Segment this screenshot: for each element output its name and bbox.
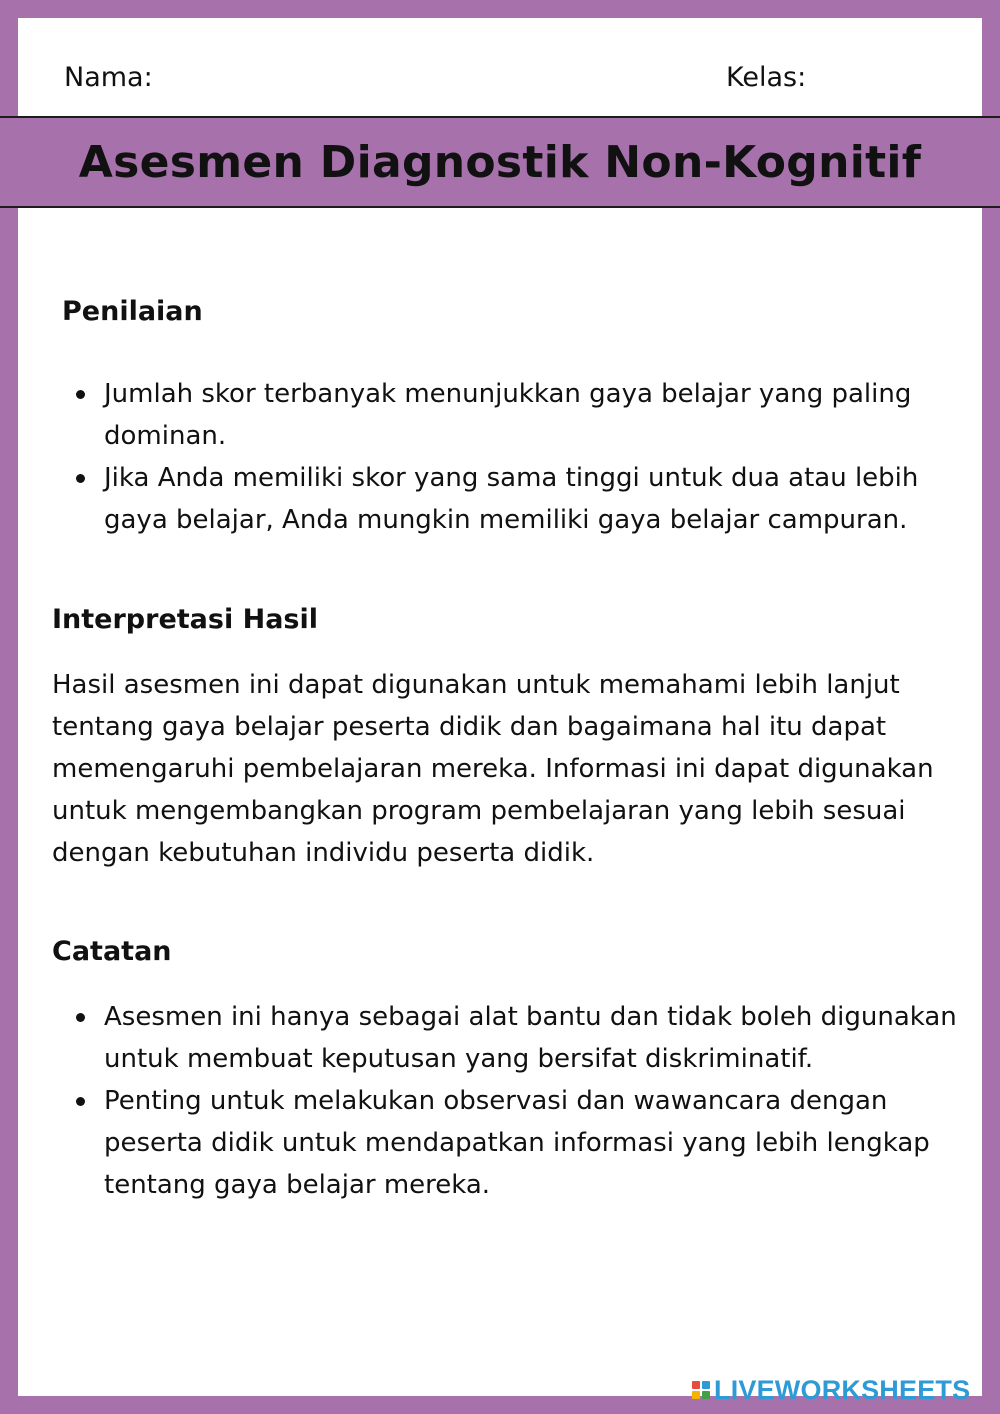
liveworksheets-logo[interactable] (692, 1374, 970, 1406)
liveworksheets-brand-text: LIVEWORKSHEETS (714, 1374, 971, 1405)
penilaian-list (52, 373, 957, 541)
page-title: Asesmen Diagnostik Non-Kognitif (78, 136, 922, 188)
catatan-list (52, 996, 957, 1206)
bullet-icon (76, 1013, 85, 1022)
bullet-icon (76, 390, 85, 399)
list-item-text: Jumlah skor terbanyak menunjukkan gaya belajar yang paling dominan. (104, 379, 912, 451)
section-heading-interpretasi: Interpretasi Hasil (52, 604, 319, 635)
list-item-text: Asesmen ini hanya sebagai alat bantu dan tidak boleh digunakan untuk membuat keputusan yang bersifat diskriminatif. (104, 1002, 957, 1074)
title-banner (0, 116, 1000, 208)
list-item (52, 457, 957, 541)
bullet-icon (76, 1097, 85, 1106)
bullet-icon (76, 474, 85, 483)
list-item (52, 996, 957, 1080)
interpretasi-paragraph: Hasil asesmen ini dapat digunakan untuk memahami lebih lanjut tentang gaya belajar peserta didik dan bagaimana hal itu dapat memengaruhi pembelajaran mereka. Informasi ini dapat digunakan untuk mengembangkan program pembelajaran yang lebih sesuai dengan kebutuhan individu peserta didik. (52, 670, 934, 868)
list-item-text: Jika Anda memiliki skor yang sama tinggi untuk dua atau lebih gaya belajar, Anda mungkin memiliki gaya belajar campuran. (104, 463, 919, 535)
class-label: Kelas: (726, 62, 807, 93)
list-item-text: Penting untuk melakukan observasi dan wawancara dengan peserta didik untuk mendapatkan informasi yang lebih lengkap tentang gaya belajar mereka. (104, 1086, 930, 1200)
list-item (52, 373, 957, 457)
name-label: Nama: (64, 62, 153, 93)
section-heading-catatan: Catatan (52, 936, 172, 967)
list-item (52, 1080, 957, 1206)
liveworksheets-mark-icon (692, 1381, 710, 1399)
section-heading-penilaian: Penilaian (62, 296, 203, 327)
